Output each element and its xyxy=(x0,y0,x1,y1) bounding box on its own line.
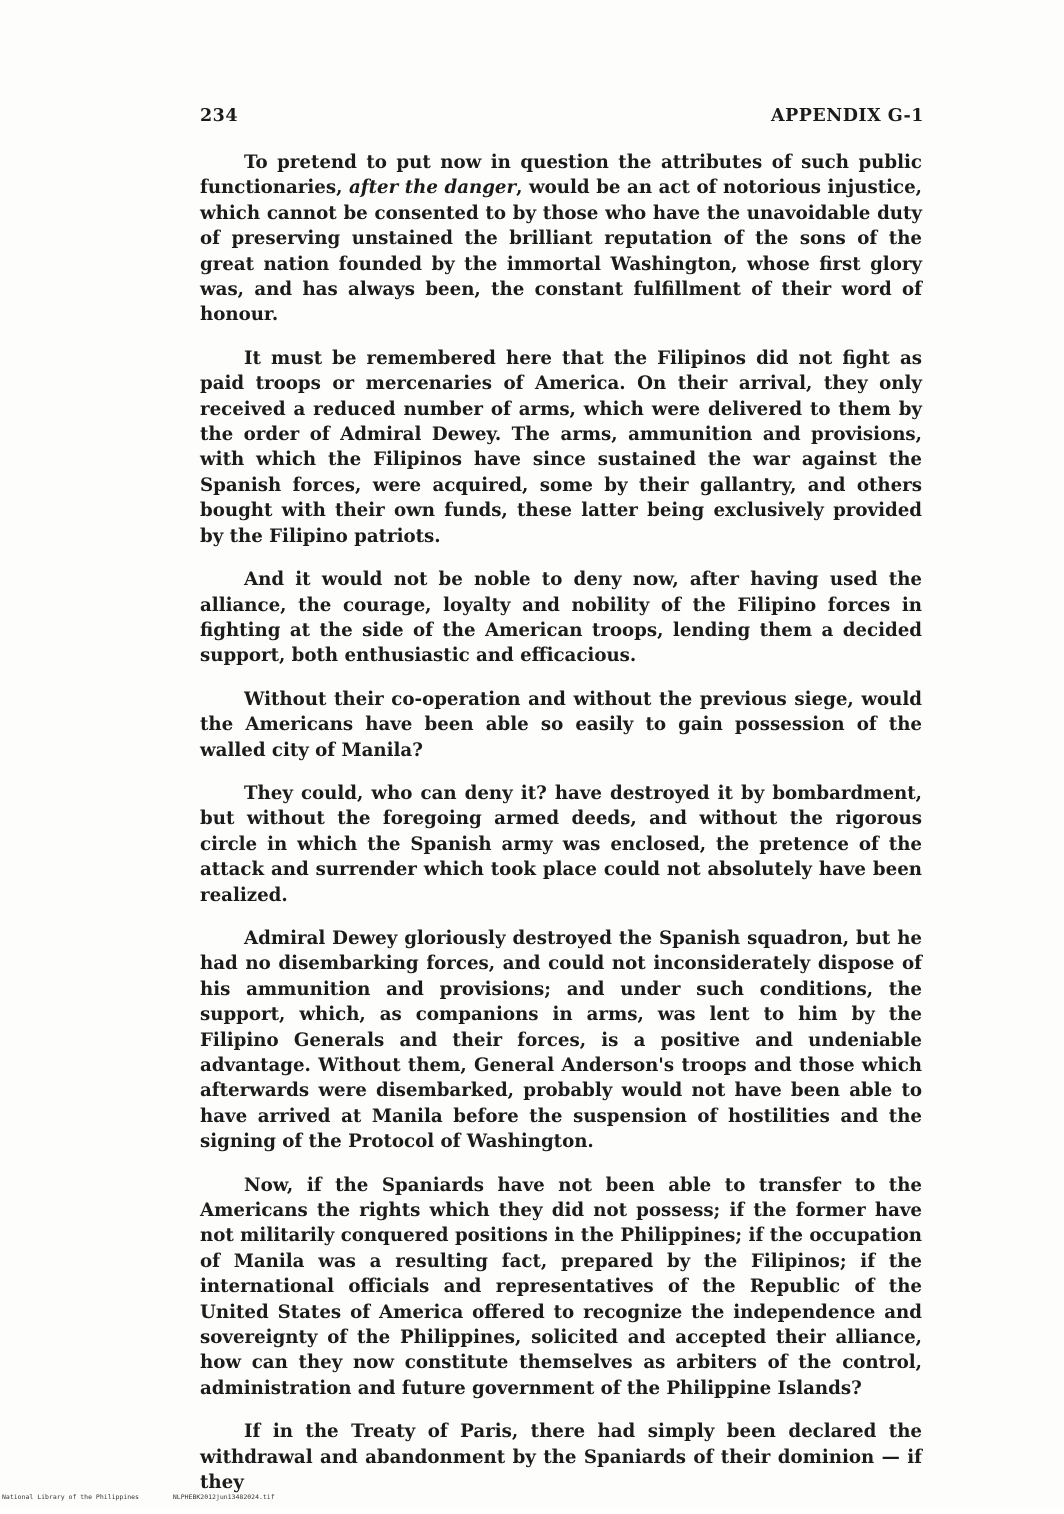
running-head: APPENDIX G-1 xyxy=(771,106,924,126)
paragraph-7: Now, if the Spaniards have not been able to transfer to the Americans the rights which they did not possess; if the former have not militarily conquered positions in the Philippines; if the occupation of Manila was a resulting fact, prepared by the Filipinos; if the international officials and representatives of the Republic of the United States of America offered to recognize the independence and sovereignty of the Philippines, solicited and accepted their alliance, how can they now constitute themselves as arbiters of the control, administration and future government of the Philippine Islands? xyxy=(200,1174,922,1399)
paragraph-1-before: To pretend to put now in question the attributes of such public functionaries, xyxy=(200,152,922,199)
paragraph-1 xyxy=(200,150,922,328)
page-header xyxy=(200,106,924,130)
paragraph-1-after: , would be an act of notorious injustice, which cannot be consented to by those who have the unavoidable duty of preserving unstained the brilliant reputation of the sons of the great nation founded by the immortal Washington, whose first glory was, and has always been, the constant fulfillment of their word of honour. xyxy=(200,177,922,326)
paragraph-8: If in the Treaty of Paris, there had simply been declared the withdrawal and abandonment by the Spaniards of their dominion — if they xyxy=(200,1421,922,1494)
file-id: NLPHEBK2012jun13482024.tif xyxy=(172,1493,275,1501)
paragraph-6: Admiral Dewey gloriously destroyed the Spanish squadron, but he had no disembarking forces, and could not inconsiderately dispose of his ammunition and provisions; and under such conditions, the support, which, as companions in arms, was lent to him by the Filipino Generals and their forces, is a positive and undeniable advantage. Without them, General Anderson's troops and those which afterwards were disembarked, probably would not have been able to have arrived at Manila before the suspension of hostilities and the signing of the Protocol of Washington. xyxy=(200,927,922,1153)
body-text xyxy=(200,150,922,1514)
page-number: 234 xyxy=(200,106,239,126)
library-credit: National Library of the Philippines xyxy=(2,1493,139,1501)
paragraph-5: They could, who can deny it? have destroyed it by bombardment, but without the foregoing armed deeds, and without the rigorous circle in which the Spanish army was enclosed, the pretence of the attack and surrender which took place could not absolutely have been realized. xyxy=(200,782,922,906)
scan-credit xyxy=(2,1493,305,1501)
paragraph-1-emphasis: after the danger xyxy=(349,177,517,199)
paragraph-4: Without their co-operation and without the previous siege, would the Americans have been able so easily to gain possession of the walled city of Manila? xyxy=(200,688,922,761)
paragraph-2: It must be remembered here that the Filipinos did not fight as paid troops or mercenaries of America. On their arrival, they only received a reduced number of arms, which were delivered to them by the order of Admiral Dewey. The arms, ammunition and provisions, with which the Filipinos have since sustained the war against the Spanish forces, were acquired, some by their gallantry, and others bought with their own funds, these latter being exclusively provided by the Filipino patriots. xyxy=(200,347,922,547)
paragraph-3: And it would not be noble to deny now, after having used the alliance, the courage, loyalty and nobility of the Filipino forces in fighting at the side of the American troops, lending them a decided support, both enthusiastic and efficacious. xyxy=(200,569,922,667)
